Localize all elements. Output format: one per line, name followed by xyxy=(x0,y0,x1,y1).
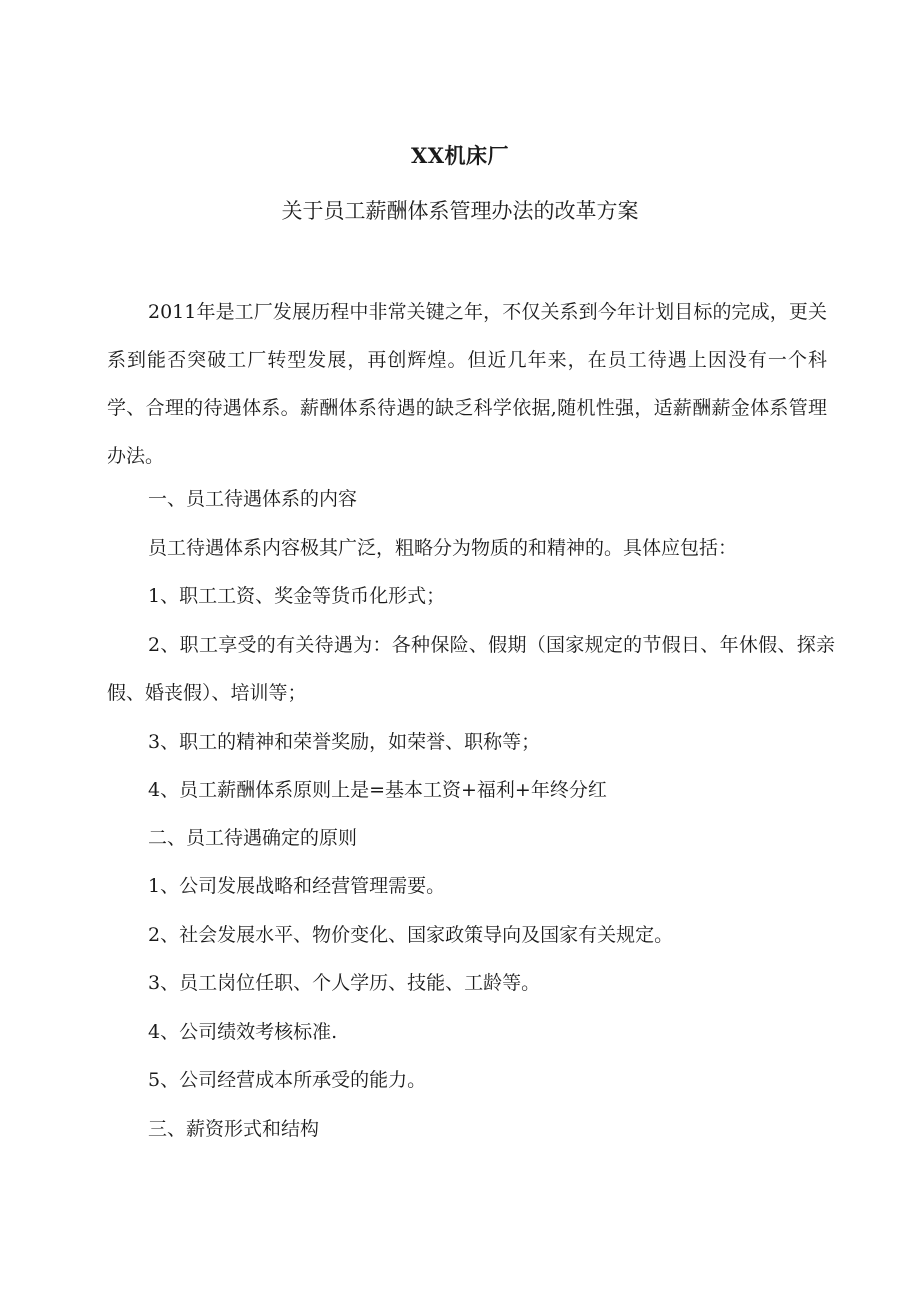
section1-item2: 2、职工享受的有关待遇为：各种保险、假期（国家规定的节假日、年休假、探亲假、婚丧假）、培训等； xyxy=(107,634,835,704)
document-subtitle: 关于员工薪酬体系管理办法的改革方案 xyxy=(281,199,639,223)
section1-item3: 3、职工的精神和荣誉奖励，如荣誉、职称等； xyxy=(148,731,541,753)
section3-heading: 三、薪资形式和结构 xyxy=(148,1118,320,1140)
section1-lead: 员工待遇体系内容极其广泛，粗略分为物质的和精神的。具体应包括： xyxy=(148,537,738,559)
document-title: XX机床厂 xyxy=(410,143,510,168)
section2-item4: 4、公司绩效考核标准. xyxy=(148,1021,338,1043)
section1-item1: 1、职工工资、奖金等货币化形式； xyxy=(148,585,446,607)
section1-heading: 一、员工待遇体系的内容 xyxy=(148,488,358,510)
section2-heading: 二、员工待遇确定的原则 xyxy=(148,827,358,849)
intro-paragraph: 2011年是工厂发展历程中非常关键之年，不仅关系到今年计划目标的完成，更关系到能否突破工厂转型发展，再创辉煌。但近几年来，在员工待遇上因没有一个科学、合理的待遇体系。薪酬体系待遇的缺乏科学依据,随机性强，适薪酬薪金体系管理办法。 xyxy=(107,301,827,467)
section2-item2: 2、社会发展水平、物价变化、国家政策导向及国家有关规定。 xyxy=(148,924,674,946)
section2-item3: 3、员工岗位任职、个人学历、技能、工龄等。 xyxy=(148,972,541,994)
section2-item1: 1、公司发展战略和经营管理需要。 xyxy=(148,875,446,897)
section2-item5: 5、公司经营成本所承受的能力。 xyxy=(148,1069,427,1091)
section1-item4: 4、员工薪酬体系原则上是=基本工资+福利+年终分红 xyxy=(148,779,607,801)
